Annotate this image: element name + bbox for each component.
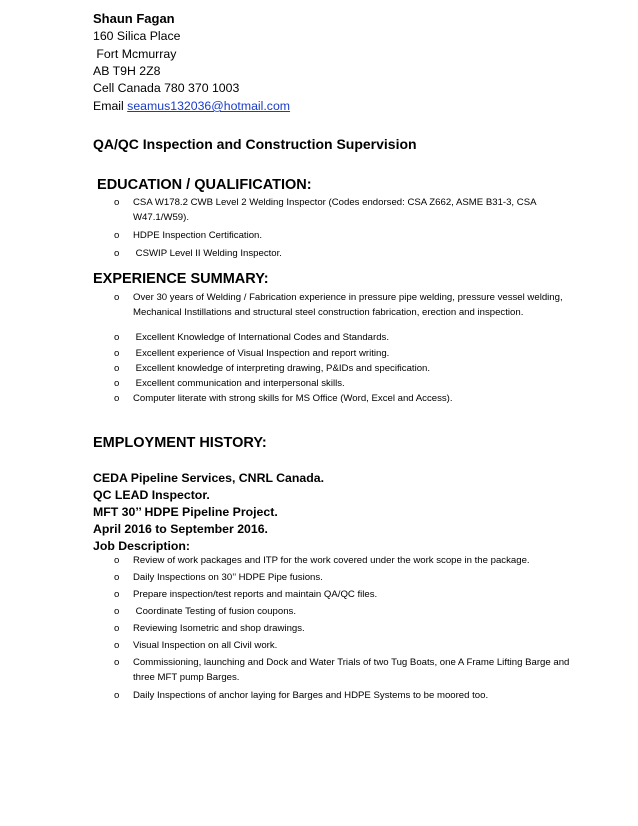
- email-link[interactable]: seamus132036@hotmail.com: [127, 99, 291, 113]
- education-item: HDPE Inspection Certification.: [133, 230, 263, 241]
- bullet-icon: o: [114, 363, 120, 374]
- bullet-icon: o: [114, 657, 120, 668]
- bullet-icon: o: [114, 292, 120, 303]
- experience-item: Excellent Knowledge of International Codes and Standards.: [133, 332, 390, 343]
- list-item: [93, 655, 593, 685]
- bullet-icon: o: [114, 589, 120, 600]
- bullet-icon: o: [114, 248, 120, 259]
- address-line-3: AB T9H 2Z8: [93, 64, 161, 78]
- bullet-icon: o: [114, 332, 120, 343]
- job-duty-item: Prepare inspection/test reports and maintain QA/QC files.: [133, 589, 378, 600]
- bullet-icon: o: [114, 378, 120, 389]
- bullet-icon: o: [114, 348, 120, 359]
- bullet-icon: o: [114, 572, 120, 583]
- job-title: QC LEAD Inspector.: [93, 488, 210, 502]
- employment-dates: April 2016 to September 2016.: [93, 522, 268, 536]
- bullet-icon: o: [114, 197, 120, 208]
- email-label: Email: [93, 99, 128, 113]
- bullet-icon: o: [114, 393, 120, 404]
- address-line-1: 160 Silica Place: [93, 29, 181, 43]
- education-item: CSWIP Level II Welding Inspector.: [133, 248, 282, 259]
- experience-item: Excellent communication and interpersonal skills.: [133, 378, 345, 389]
- email-line: [93, 98, 290, 114]
- job-duty-item: Reviewing Isometric and shop drawings.: [133, 623, 305, 634]
- education-item: CSA W178.2 CWB Level 2 Welding Inspector (Codes endorsed: CSA Z662, ASME B31-3, CSA W47.1/W59).: [133, 197, 536, 223]
- employment-heading: EMPLOYMENT HISTORY:: [93, 435, 267, 451]
- experience-item: Computer literate with strong skills for MS Office (Word, Excel and Access).: [133, 393, 453, 404]
- job-duty-item: Commissioning, launching and Dock and Water Trials of two Tug Boats, one A Frame Lifting Barge and three MFT pump Barges.: [133, 657, 570, 683]
- job-description-label: Job Description:: [93, 539, 191, 553]
- bullet-icon: o: [114, 606, 120, 617]
- job-duty-item: Coordinate Testing of fusion coupons.: [133, 606, 297, 617]
- project-name: MFT 30’’ HDPE Pipeline Project.: [93, 505, 278, 519]
- education-heading: EDUCATION / QUALIFICATION:: [93, 177, 312, 193]
- bullet-icon: o: [114, 230, 120, 241]
- list-item: [93, 290, 593, 335]
- bullet-icon: o: [114, 690, 120, 701]
- experience-item: Over 30 years of Welding / Fabrication experience in pressure pipe welding, pressure vessel welding, Mechanical Instillations and structural steel construction fabrication, erection and inspection.: [133, 292, 563, 318]
- contact-name: Shaun Fagan: [93, 11, 175, 26]
- experience-item: Excellent experience of Visual Inspection and report writing.: [133, 348, 390, 359]
- phone-line: Cell Canada 780 370 1003: [93, 81, 240, 95]
- job-duty-item: Visual Inspection on all Civil work.: [133, 640, 278, 651]
- experience-heading: EXPERIENCE SUMMARY:: [93, 271, 269, 287]
- job-duty-item: Daily Inspections on 30’’ HDPE Pipe fusions.: [133, 572, 323, 583]
- bullet-icon: o: [114, 623, 120, 634]
- address-line-2: Fort Mcmurray: [93, 47, 177, 61]
- experience-item: Excellent knowledge of interpreting drawing, P&IDs and specification.: [133, 363, 431, 374]
- headline: QA/QC Inspection and Construction Supervision: [93, 136, 417, 152]
- bullet-icon: o: [114, 640, 120, 651]
- employer-name: CEDA Pipeline Services, CNRL Canada.: [93, 471, 324, 485]
- list-item: [93, 195, 593, 225]
- job-duty-item: Review of work packages and ITP for the work covered under the work scope in the package.: [133, 555, 530, 566]
- bullet-icon: o: [114, 555, 120, 566]
- job-duty-item: Daily Inspections of anchor laying for Barges and HDPE Systems to be moored too.: [133, 690, 489, 701]
